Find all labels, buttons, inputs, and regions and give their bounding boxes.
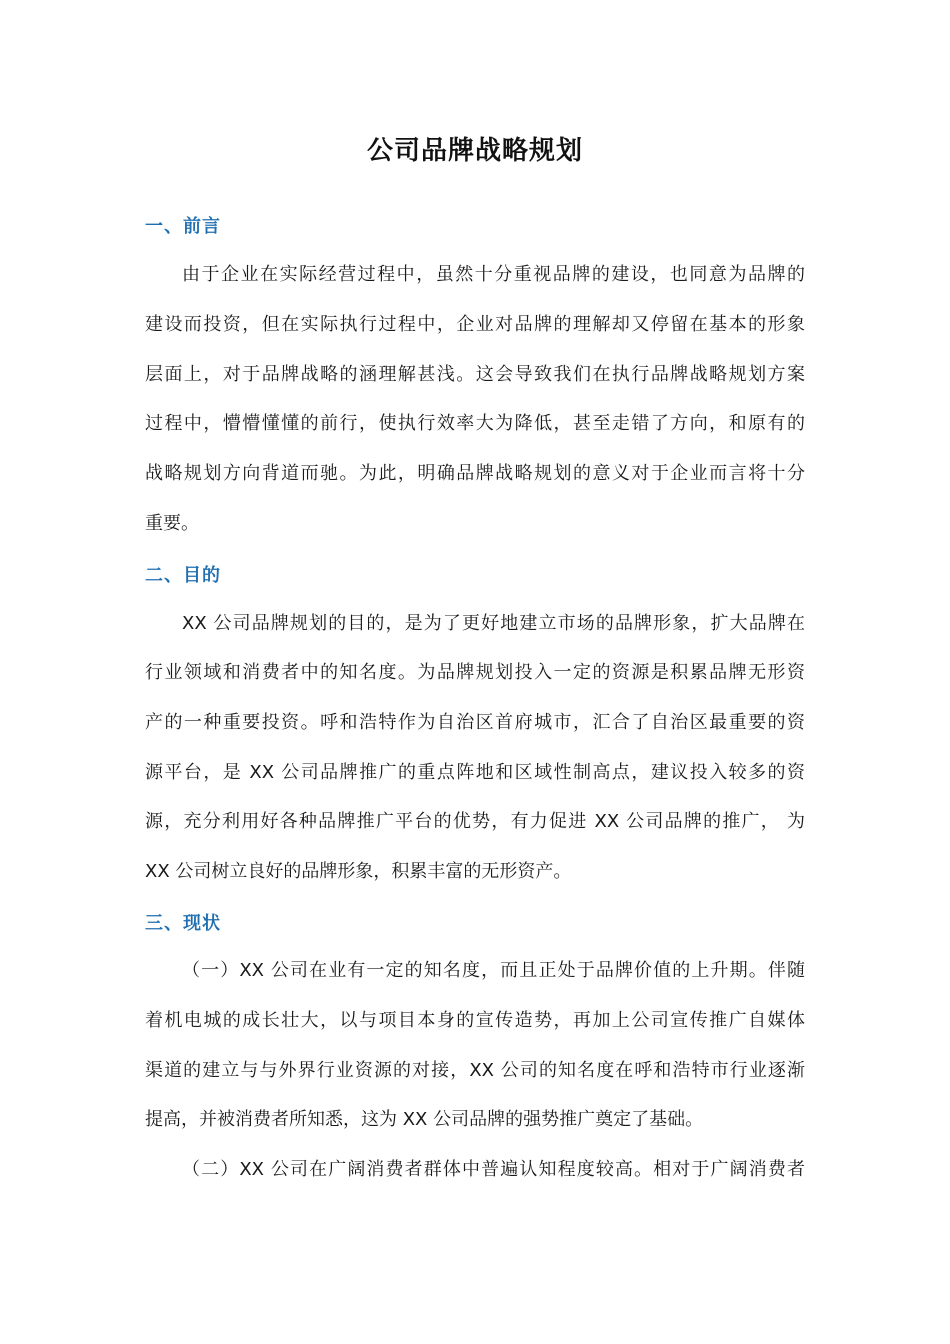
paragraph-line: 提高，并被消费者所知悉，这为 XX 公司品牌的强势推广奠定了基础。 [145,1109,704,1130]
paragraph-line: 源平台，是 XX 公司品牌推广的重点阵地和区域性制高点，建议投入较多的资 [145,762,805,783]
paragraph-line: 重要。 [145,513,199,534]
paragraph-line: 建设而投资，但在实际执行过程中，企业对品牌的理解却又停留在基本的形象 [145,314,805,335]
section-heading-purpose: 二、目的 [145,565,221,586]
section-heading-preface: 一、前言 [145,216,221,237]
paragraph-line: XX 公司品牌规划的目的，是为了更好地建立市场的品牌形象，扩大品牌在 [182,613,805,634]
paragraph-line: 层面上，对于品牌战略的涵理解甚浅。这会导致我们在执行品牌战略规划方案 [145,364,805,385]
document-title: 公司品牌战略规划 [366,136,583,166]
paragraph-line: 过程中，懵懵懂懂的前行，使执行效率大为降低，甚至走错了方向，和原有的 [145,413,805,434]
paragraph-line: 渠道的建立与与外界行业资源的对接，XX 公司的知名度在呼和浩特市行业逐渐 [145,1060,805,1081]
paragraph-line: XX 公司树立良好的品牌形象，积累丰富的无形资产。 [145,861,572,882]
section-heading-status: 三、现状 [145,913,221,934]
paragraph-line: 由于企业在实际经营过程中，虽然十分重视品牌的建设，也同意为品牌的 [182,264,805,285]
paragraph-line: 行业领域和消费者中的知名度。为品牌规划投入一定的资源是积累品牌无形资 [145,662,805,683]
paragraph-line: 产的一种重要投资。呼和浩特作为自治区首府城市，汇合了自治区最重要的资 [145,712,805,733]
paragraph-line: 源，充分利用好各种品牌推广平台的优势，有力促进 XX 公司品牌的推广， 为 [145,811,805,832]
paragraph-line: 着机电城的成长壮大，以与项目本身的宣传造势，再加上公司宣传推广自媒体 [145,1010,805,1031]
paragraph-line: （一）XX 公司在业有一定的知名度，而且正处于品牌价值的上升期。伴随 [182,960,805,981]
paragraph-line: （二）XX 公司在广阔消费者群体中普遍认知程度较高。相对于广阔消费者 [182,1159,805,1180]
paragraph-line: 战略规划方向背道而驰。为此，明确品牌战略规划的意义对于企业而言将十分 [145,463,805,484]
